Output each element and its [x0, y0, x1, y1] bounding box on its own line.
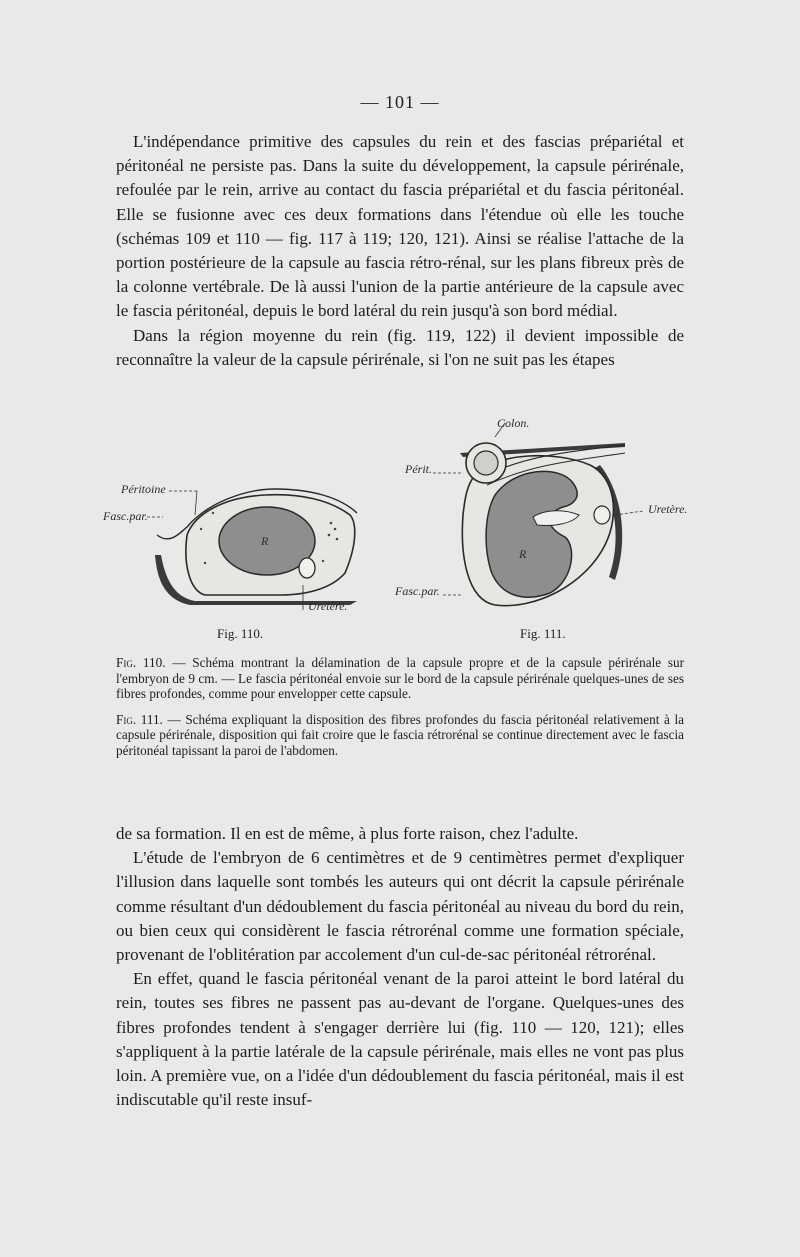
label-kidney: R [261, 534, 269, 548]
body-text-top [116, 130, 684, 372]
figures-110-111 [95, 405, 715, 645]
paragraph: de sa formation. Il en est de même, à plus forte raison, chez l'adulte. [116, 824, 579, 843]
figure-111-label: Fig. 111. [520, 626, 566, 641]
figure-110 [102, 482, 357, 641]
caption-110 [116, 655, 684, 702]
paragraph: En effet, quand le fascia péritonéal venant de la paroi atteint le bord latéral du rein, toutes ses fibres ne passent pas au-devant de l'organe. Quelques-unes des fibres profondes tendent à s'engager derrière lui (fig. 110 — 120, 121); elles s'appliquent à la partie latérale de la capsule périrénale, mais elles ne vont pas plus loin. A première vue, on a l'idée d'un dédoublement du fascia péritonéal, mais il est indiscutable qu'il reste insuf- [116, 969, 684, 1110]
caption-111 [116, 712, 684, 759]
body-text-bottom [116, 822, 684, 1112]
paragraph: L'étude de l'embryon de 6 centimètres et de 9 centimètres permet d'expliquer l'illusion dans laquelle sont tombés les auteurs qui ont décrit la capsule périrénale comme résultant d'un dédoublement du fascia péritonéal au niveau du bord du rein, ou bien ceux qui considèrent le fascia rétrorénal comme une formation spéciale, provenant de l'oblitération par accolement d'un cul-de-sac péritonéal rétrorénal. [116, 848, 684, 965]
figure-captions [116, 655, 684, 769]
label-fasc-par: Fasc.par. [103, 509, 148, 523]
label-perit: Périt. [405, 462, 432, 476]
label-fasc-par: Fasc.par. [395, 584, 440, 598]
anatomical-schemas [95, 405, 715, 645]
ureter-section [299, 558, 315, 578]
caption-text: — Schéma montrant la délamination de la capsule propre et de la capsule périrénale sur l'embryon de 9 cm. — Le fascia péritonéal envoie sur le bord de la capsule périrénale quelques-unes de ses fibres profondes, comme pour envelopper cette capsule. [116, 655, 685, 702]
label-uretere: Uretère. [648, 502, 688, 516]
ureter-section [594, 506, 610, 524]
paragraph: L'indépendance primitive des capsules du rein et des fascias prépariétal et péritonéal ne persiste pas. Dans la suite du développement, la capsule périrénale, refoulée par le rein, arrive au contact du fascia prépariétal et du fascia péritonéal. Elle se fusionne avec ces deux formations dans l'étendue où elle les touche (schémas 109 et 110 — fig. 117 à 119; 120, 121). Ainsi se réalise l'attache de la portion postérieure de la capsule au fascia rétro-rénal, sur les plans fibreux près de la colonne vertébrale. De là aussi l'union de la partie antérieure de la capsule avec le fascia péritonéal, depuis le bord latéral du rein jusqu'à son bord médial. [116, 132, 684, 321]
page-number: — 101 — [360, 92, 440, 112]
label-uretere: Uretère. [308, 599, 348, 613]
colon-lumen [474, 451, 498, 475]
label-peritoine: Péritoine [121, 482, 166, 496]
caption-text: — Schéma expliquant la disposition des fibres profondes du fascia péritonéal relativement à la capsule périrénale, disposition qui fait croire que le fascia rétrorénal se continue directement avec le fascia péritonéal tapissant la paroi de l'abdomen. [116, 711, 684, 758]
label-kidney: R [519, 547, 527, 561]
label-colon: Colon. [497, 416, 530, 430]
paragraph: Dans la région moyenne du rein (fig. 119, 122) il devient impossible de reconnaître la valeur de la capsule périrénale, si l'on ne suit pas les étapes [116, 325, 684, 369]
figure-110-label: Fig. 110. [217, 626, 264, 641]
caption-head: Fig. 110. [116, 655, 166, 670]
caption-head: Fig. 111. [116, 711, 163, 727]
figure-111 [394, 416, 687, 641]
